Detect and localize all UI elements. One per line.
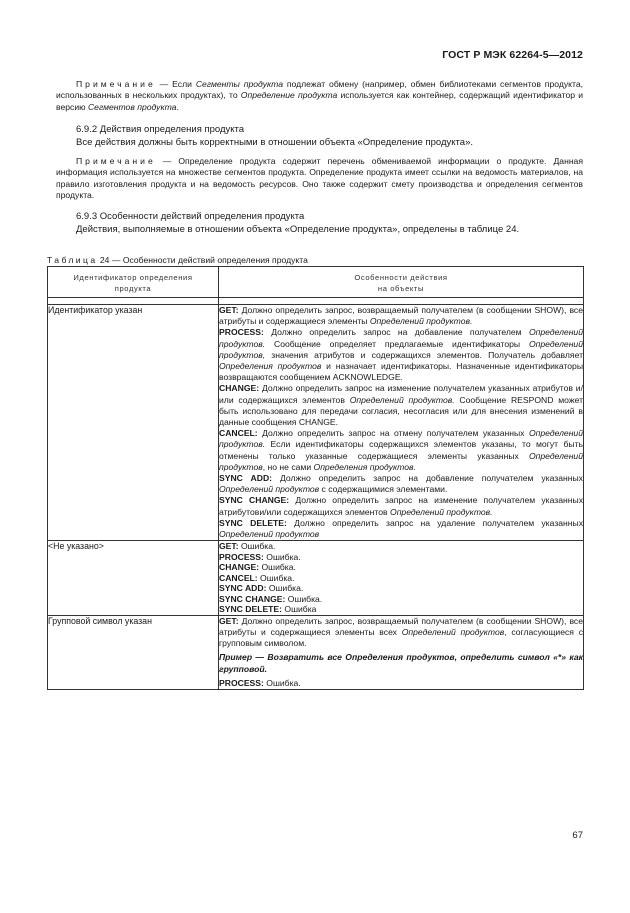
action-sync-add: SYNC ADD: Ошибка.	[219, 583, 304, 594]
col2-header: Особенности действия на объекты	[219, 267, 584, 298]
action-process: PROCESS: Ошибка.	[219, 677, 301, 688]
note-lead: Примечание	[76, 79, 156, 89]
col1-header: Идентификатор определения продукта	[48, 267, 219, 298]
action-sync-add: SYNC ADD: Должно определить запрос на добавление получателем указанных Определений продуктов с содержащимися элементами.	[219, 473, 583, 495]
table-caption: Таблица 24 — Особенности действий определения продукта	[47, 255, 308, 265]
action-change: CHANGE: Должно определить запрос на изменение получателем указанных атрибутов и/или содержащихся элементов Определений продуктов. Сообщение RESPOND может быть использовано для передачи согласия, несогласия или для внесения изменений в данные сообщения CHANGE.	[219, 383, 584, 428]
table-header-row	[48, 267, 584, 298]
identifier-cell: Идентификатор указан	[48, 305, 219, 541]
action-get: GET: Должно определить запрос, возвращаемый получателем (в сообщении SHOW), все атрибуты и содержащиеся элементы Определений продуктов.	[219, 305, 583, 327]
table-row	[48, 541, 584, 616]
features-cell	[219, 615, 584, 689]
note-product-segments: Примечание — Если Сегменты продукта подлежат обмену (например, обмен библиотеками сегментов продукта, использованных в нескольких продуктах), то Определение продукта используется как контейнер, содержащий идентификатор и версию Сегментов продукта.	[56, 79, 583, 112]
example-note: Пример — Возвратить все Определения продуктов, определить символ «*» как групповой.	[219, 652, 583, 674]
table-row	[48, 305, 584, 541]
standard-code: ГОСТ Р МЭК 62264-5—2012	[442, 49, 583, 61]
table-row	[48, 615, 584, 689]
identifier-cell: Групповой символ указан	[48, 615, 219, 689]
action-sync-change: SYNC CHANGE: Ошибка.	[219, 593, 323, 604]
section-text-6-9-2: Все действия должны быть корректными в отношении объекта «Определение продукта».	[76, 137, 473, 148]
actions-table	[47, 266, 584, 690]
section-text-6-9-3: Действия, выполняемые в отношении объекта «Определение продукта», определены в таблице 24.	[76, 224, 520, 235]
table-gap-row	[48, 298, 584, 305]
action-get: GET: Должно определить запрос, возвращаемый получателем (в сообщении SHOW), все атрибуты и содержащиеся элементы всех Определений продуктов, согласующиеся с групповым символом.	[219, 615, 583, 649]
action-sync-change: SYNC CHANGE: Должно определить запрос на изменение получателем указанных атрибутови/или содержащихся элементов Определений продуктов.	[219, 495, 583, 517]
features-cell	[219, 541, 584, 616]
action-sync-delete: SYNC DELETE: Ошибка	[219, 604, 317, 615]
section-heading-6-9-3: 6.9.3 Особенности действий определения продукта	[76, 211, 305, 222]
note-product-definition: Примечание — Определение продукта содержит перечень обмениваемой информации о продукте. Данная информация используется на множестве сегментов продукта. Определение продукта имеет ссылки на ведомость материалов, на правило изготовления продукта и на ведомость ресурсов. Оно также содержит смету производства и определения сегментов продукта.	[56, 156, 583, 200]
note-lead: Примечание	[76, 156, 156, 166]
action-cancel: CANCEL: Должно определить запрос на отмену получателем указанных Определений продуктов. Если идентификаторы содержащихся элементов указаны, то могут быть отменены только указанные содержащиеся элементы указанных Определений продуктов, но не сами Определения продуктов.	[219, 428, 583, 472]
identifier-cell: <Не указано>	[48, 541, 219, 616]
action-cancel: CANCEL: Ошибка.	[219, 572, 295, 583]
page-number: 67	[572, 830, 583, 841]
action-change: CHANGE: Ошибка.	[219, 562, 296, 573]
section-heading-6-9-2: 6.9.2 Действия определения продукта	[76, 124, 245, 135]
action-process: PROCESS: Ошибка.	[219, 551, 301, 562]
features-cell	[219, 305, 584, 541]
action-get: GET: Ошибка.	[219, 541, 276, 552]
action-sync-delete: SYNC DELETE: Должно определить запрос на удаление получателем указанных Определений продуктов	[219, 517, 584, 540]
action-process: PROCESS: Должно определить запрос на добавление получателем Определений продуктов. Сообщение определяет предлагаемые идентификаторы Определений продуктов, значения атрибутов и содержащихся элементов. Получатель добавляет Определения продуктов и назначает идентификаторы. Назначенные идентификаторы возвращаются сообщением ACKNOWLEDGE.	[219, 327, 583, 383]
